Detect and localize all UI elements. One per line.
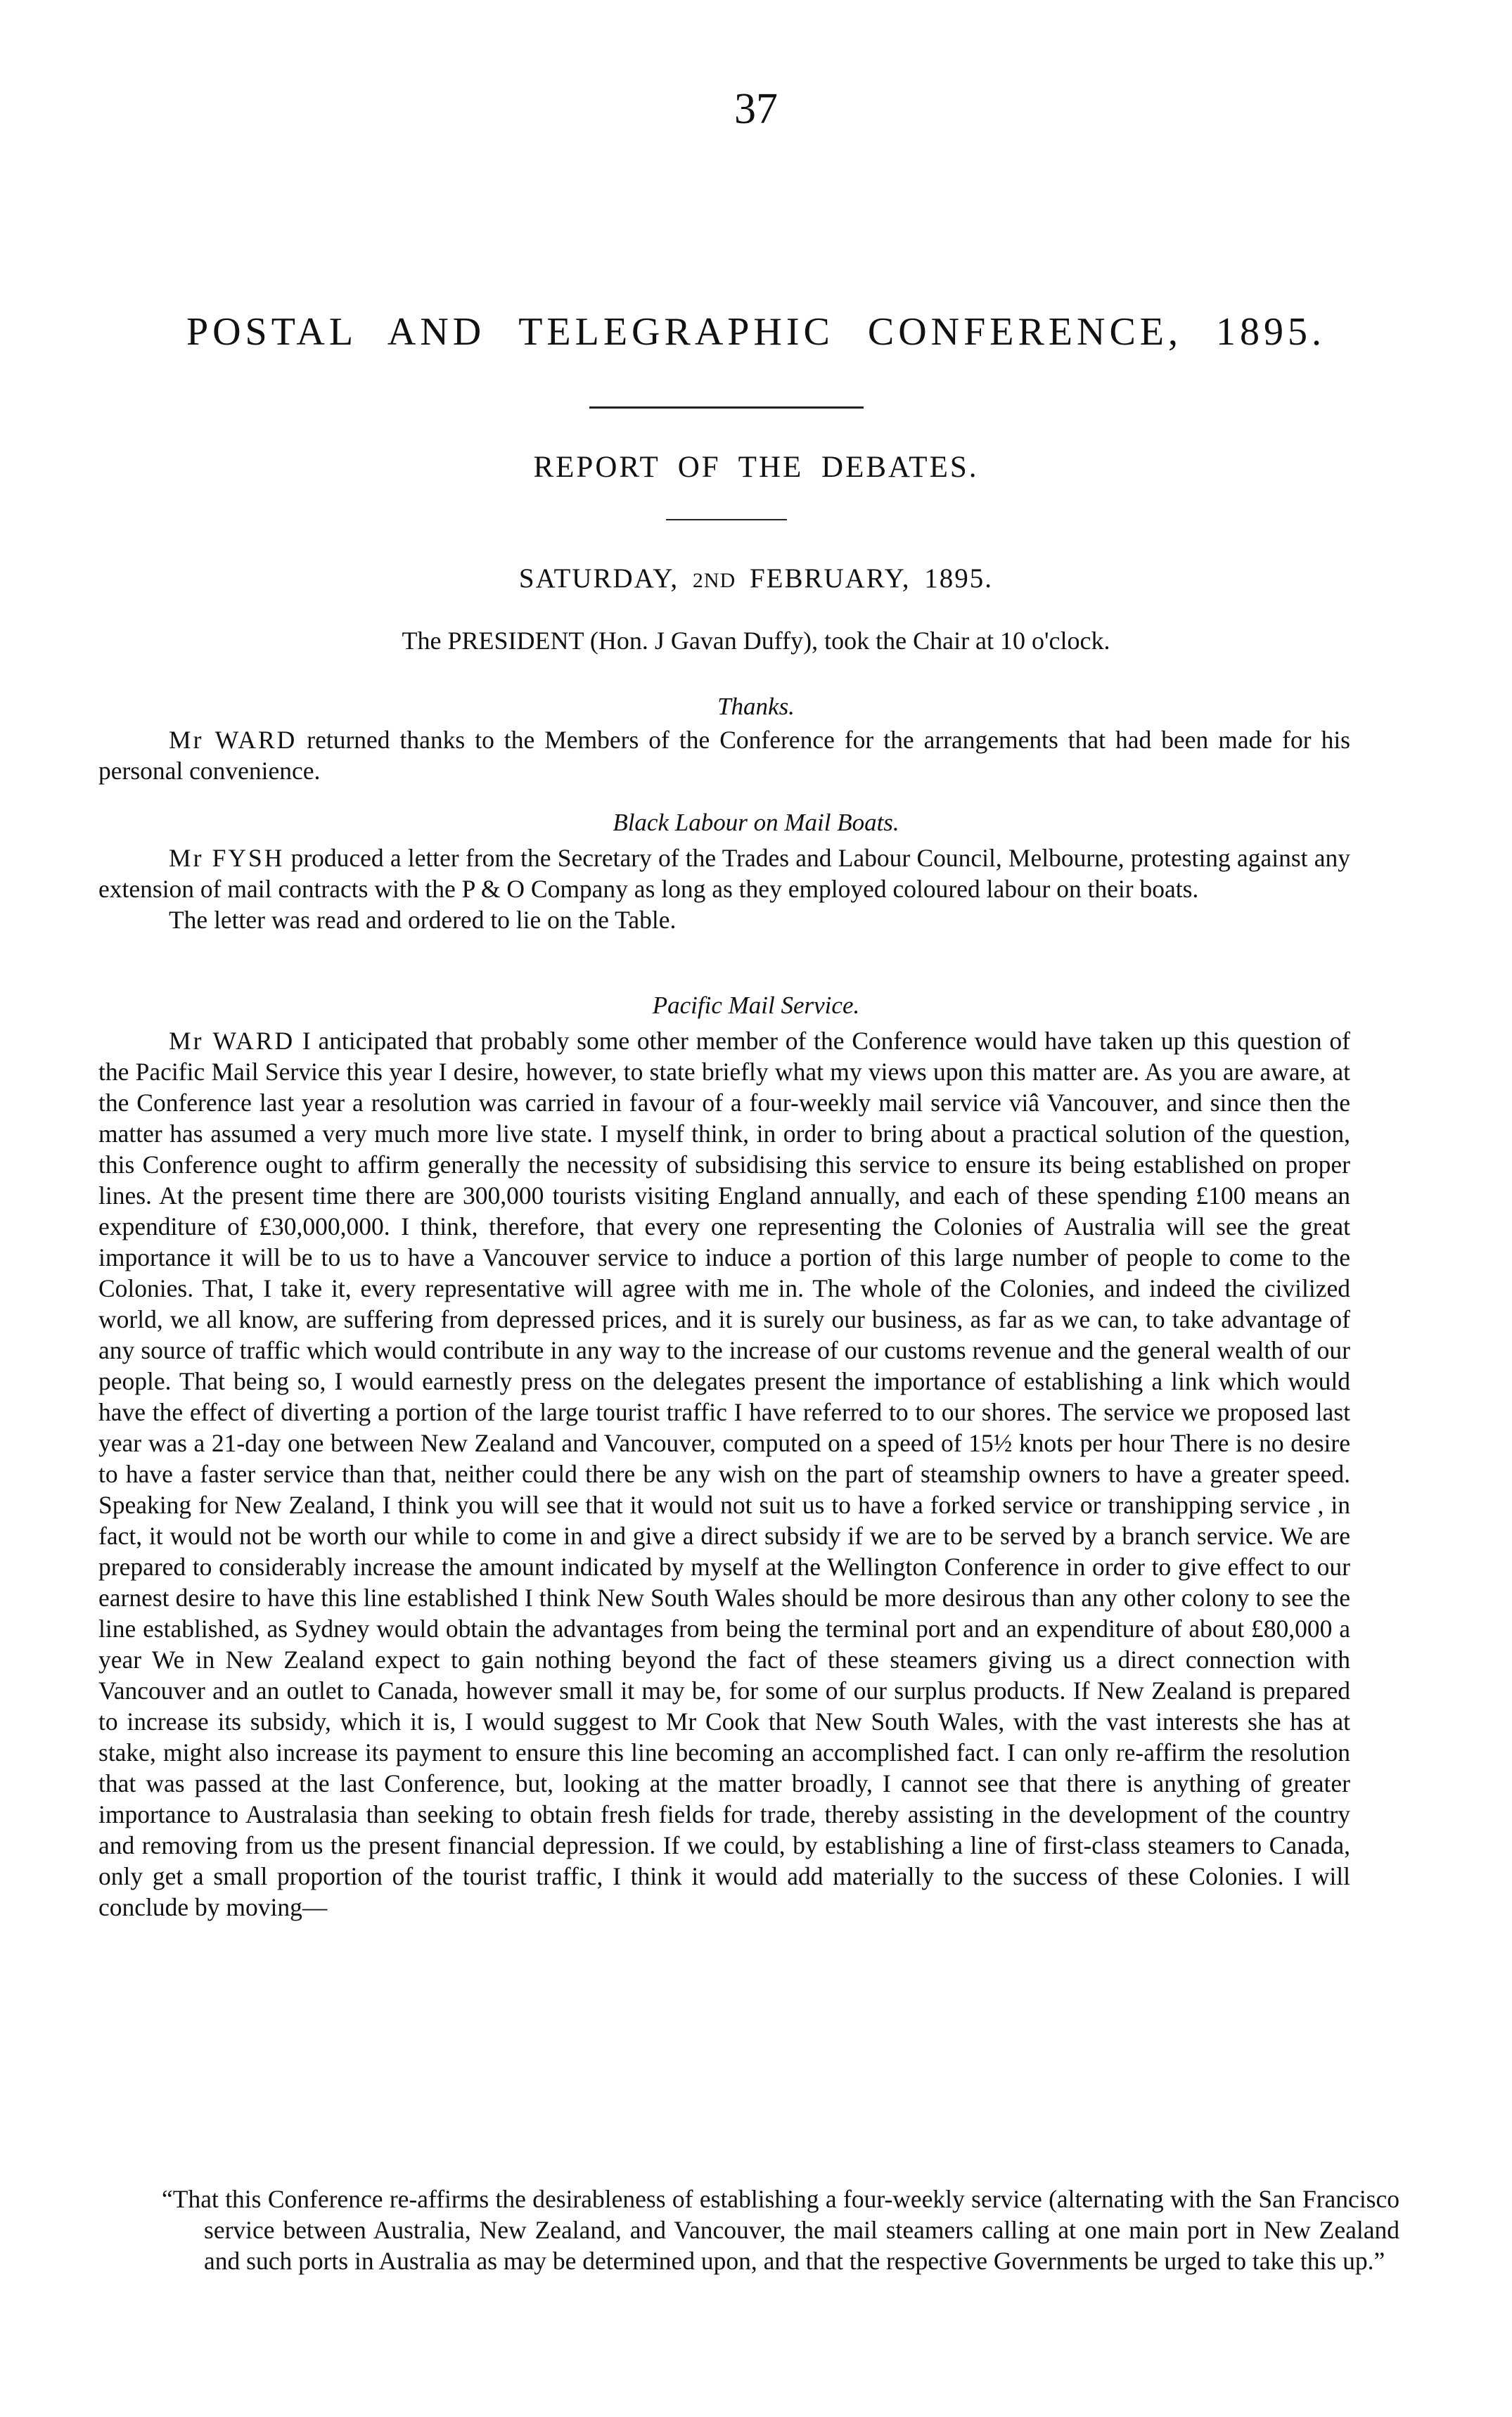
- date-rest: FEBRUARY, 1895.: [749, 563, 994, 594]
- subtitle-divider: [666, 519, 787, 520]
- black-labour-paragraph: [98, 842, 1350, 904]
- date-ordinal: 2ND: [692, 569, 736, 592]
- section-black-labour: [98, 842, 1350, 935]
- black-labour-followup: The letter was read and ordered to lie on the Table.: [169, 906, 677, 934]
- speaker-name: Mr FYSH: [169, 844, 285, 872]
- motion-quote: “That this Conference re-affirms the desirableness of establishing a four-weekly service (alternating with the San Francisco service between Australia, New Zealand, and Vancouver, the mail steamers calling at one main port in New Zealand and such ports in Australia as may be determined upon, and that the respective Governments be urged to take this up.”: [162, 2185, 1399, 2275]
- thanks-paragraph: [98, 724, 1350, 786]
- speaker-name: Mr WARD: [169, 1027, 295, 1055]
- title-divider: [589, 406, 864, 409]
- section-heading-black-labour: Black Labour on Mail Boats.: [613, 809, 899, 836]
- thanks-text: returned thanks to the Members of the Conference for the arrangements that had been made for his personal convenience.: [98, 726, 1350, 785]
- section-heading-thanks: Thanks.: [717, 693, 795, 720]
- session-date: [0, 563, 1512, 594]
- pacific-paragraph: [98, 1025, 1350, 1923]
- date-day: SATURDAY,: [518, 563, 679, 594]
- section-heading-pacific: Pacific Mail Service.: [652, 992, 860, 1019]
- section-pacific: [98, 1025, 1350, 1923]
- section-thanks: [98, 724, 1350, 786]
- page-number: 37: [734, 85, 778, 133]
- speaker-name: Mr WARD: [169, 726, 297, 754]
- president-line: The PRESIDENT (Hon. J Gavan Duffy), took the Chair at 10 o'clock.: [402, 627, 1110, 655]
- black-labour-text: produced a letter from the Secretary of the Trades and Labour Council, Melbourne, protesting against any extension of mail contracts with the P & O Company as long as they employed coloured labour on their boats.: [98, 844, 1350, 903]
- report-subtitle: REPORT OF THE DEBATES.: [533, 451, 979, 484]
- pacific-text: I anticipated that probably some other member of the Conference would have taken up this question of the Pacific Mail Service this year I desire, however, to state briefly what my views upon this matter are. As you are aware, at the Conference last year a resolution was carried in favour of a four-weekly mail service viâ Vancouver, and since then the matter has assumed a very much more live state. I myself think, in order to bring about a practical solution of the question, this Conference ought to affirm generally the necessity of subsidising this service to ensure its being established on proper lines. At the present time there are 300,000 tourists visiting England annually, and each of these spending £100 means an expenditure of £30,000,000. I think, therefore, that every one representing the Colonies of Australia will see the great importance it will be to us to have a Vancouver service to induce a portion of this large number of people to come to the Colonies. That, I take it, every representative will agree with me in. The whole of the Colonies, and indeed the civilized world, we all know, are suffering from depressed prices, and it is surely our business, as far as we can, to take advantage of any source of traffic which would contribute in any way to the increase of our customs revenue and the general wealth of our people. That being so, I would earnestly press on the delegates present the importance of establishing a link which would have the effect of diverting a portion of the large tourist traffic I have referred to to our shores. The service we proposed last year was a 21-day one between New Zealand and Vancouver, computed on a speed of 15½ knots per hour There is no desire to have a faster service than that, neither could there be any wish on the part of steamship owners to have a greater speed. Speaking for New Zealand, I think you will see that it would not suit us to have a forked service or transhipping service , in fact, it would not be worth our while to come in and give a direct subsidy if we are to be served by a branch service. We are prepared to considerably increase the amount indicated by myself at the Wellington Conference in order to give effect to our earnest desire to have this line established I think New South Wales should be more desirous than any other colony to see the line established, as Sydney would obtain the advantages from being the terminal port and an expenditure of about £80,000 a year We in New Zealand expect to gain nothing beyond the fact of these steamers giving us a direct connection with Vancouver and an outlet to Canada, however small it may be, for some of our surplus products. If New Zealand is prepared to increase its subsidy, which it is, I would suggest to Mr Cook that New South Wales, with the vast interests she has at stake, might also increase its payment to ensure this line becoming an accomplished fact. I can only re-affirm the resolution that was passed at the last Conference, but, looking at the matter broadly, I cannot see that there is anything of greater importance to Australasia than seeking to obtain fresh fields for trade, thereby assisting in the development of the country and removing from us the present financial depression. If we could, by establishing a line of first-class steamers to Canada, only get a small proportion of the tourist traffic, I think it would add materially to the success of these Colonies. I will conclude by moving—: [98, 1027, 1350, 1921]
- document-title: POSTAL AND TELEGRAPHIC CONFERENCE, 1895.: [186, 310, 1326, 354]
